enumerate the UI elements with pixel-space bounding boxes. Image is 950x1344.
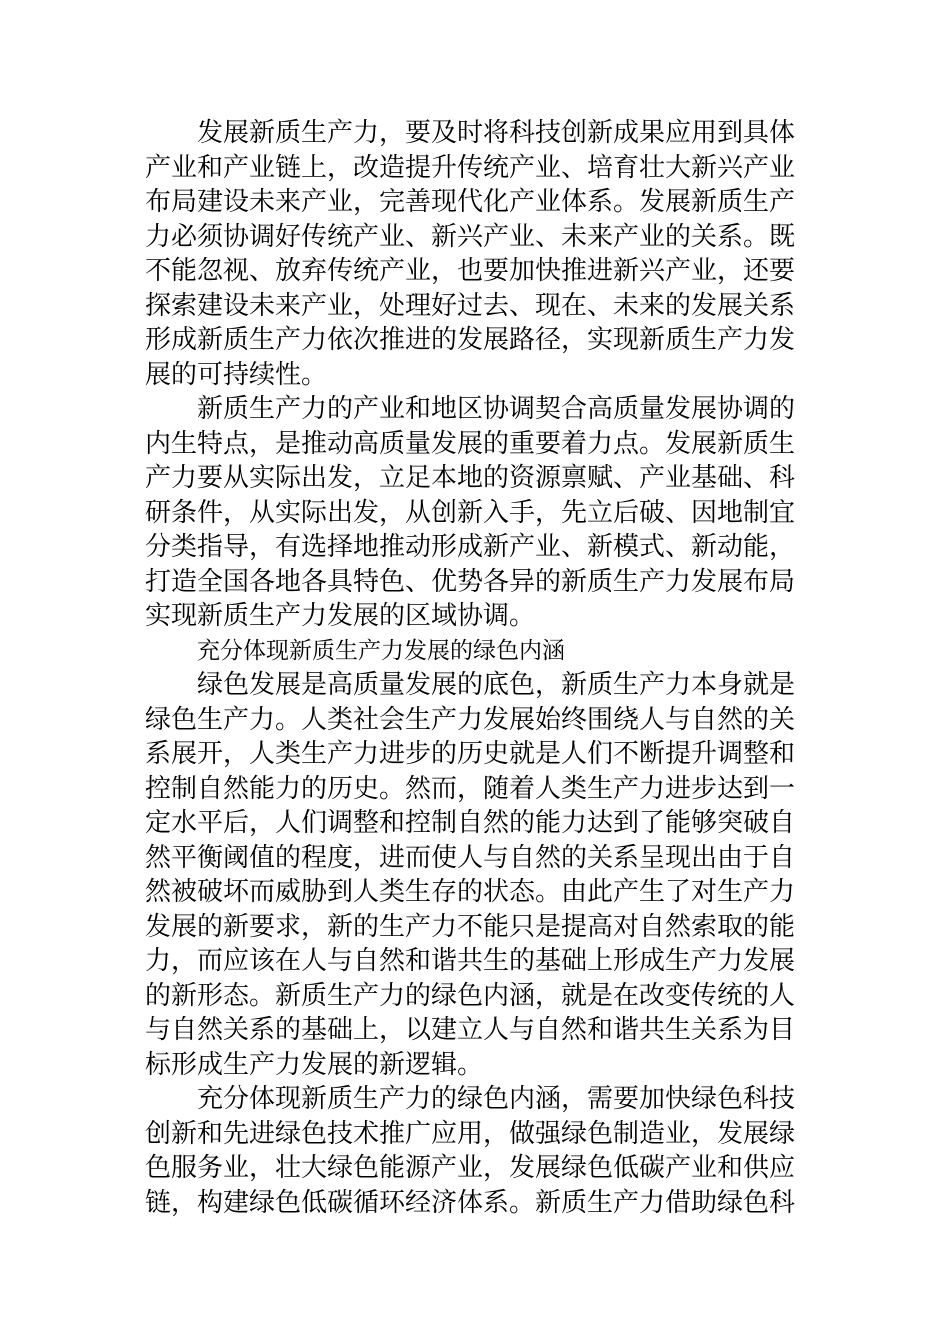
paragraph-line: 创新和先进绿色技术推广应用，做强绿色制造业，发展绿 [145, 1118, 796, 1149]
paragraph-line: 力，而应该在人与自然和谐共生的基础上形成生产力发展 [145, 946, 796, 976]
paragraph-line: 新质生产力的产业和地区协调契合高质量发展协调的 [197, 394, 796, 424]
paragraph-line: 展的可持续性。 [145, 359, 328, 390]
paragraph-line: 力必须协调好传统产业、新兴产业、未来产业的关系。既 [145, 221, 796, 252]
paragraph-line: 绿色生产力。人类社会生产力发展始终围绕人与自然的关 [145, 704, 796, 735]
paragraph-line: 发展的新要求，新的生产力不能只是提高对自然索取的能 [145, 911, 796, 942]
paragraph-line: 然被破坏而威胁到人类生存的状态。由此产生了对生产力 [145, 877, 796, 907]
paragraph-line: 分类指导，有选择地推动形成新产业、新模式、新动能， [145, 532, 796, 562]
paragraph-line: 绿色发展是高质量发展的底色，新质生产力本身就是 [197, 670, 796, 700]
paragraph-line: 充分体现新质生产力的绿色内涵，需要加快绿色科技 [197, 1084, 796, 1114]
document-body [145, 116, 810, 1220]
section-heading: 充分体现新质生产力发展的绿色内涵 [197, 637, 565, 664]
paragraph-line: 研条件，从实际出发，从创新入手，先立后破、因地制宜 [145, 497, 796, 528]
paragraph-line: 标形成生产力发展的新逻辑。 [145, 1049, 484, 1080]
paragraph-line: 内生特点，是推动高质量发展的重要着力点。发展新质生 [145, 428, 796, 459]
paragraph-line: 实现新质生产力发展的区域协调。 [145, 601, 536, 631]
paragraph-line: 形成新质生产力依次推进的发展路径，实现新质生产力发 [145, 325, 796, 355]
paragraph-line: 产力要从实际出发，立足本地的资源禀赋、产业基础、科 [145, 463, 796, 493]
paragraph-line: 的新形态。新质生产力的绿色内涵，就是在改变传统的人 [145, 980, 796, 1011]
paragraph-line: 与自然关系的基础上，以建立人与自然和谐共生关系为目 [145, 1015, 796, 1045]
paragraph-line: 布局建设未来产业，完善现代化产业体系。发展新质生产 [145, 187, 796, 217]
paragraph-line: 系展开，人类生产力进步的历史就是人们不断提升调整和 [145, 739, 796, 769]
paragraph-line: 不能忽视、放弃传统产业，也要加快推进新兴产业，还要 [145, 256, 796, 286]
paragraph-line: 链，构建绿色低碳循环经济体系。新质生产力借助绿色科 [145, 1187, 796, 1218]
paragraph-line: 探索建设未来产业，处理好过去、现在、未来的发展关系 [145, 290, 796, 321]
paragraph-line: 产业和产业链上，改造提升传统产业、培育壮大新兴产业 [145, 152, 796, 183]
paragraph-line: 控制自然能力的历史。然而，随着人类生产力进步达到一 [145, 773, 796, 804]
paragraph-line: 打造全国各地各具特色、优势各异的新质生产力发展布局 [145, 566, 796, 597]
paragraph-line: 色服务业，壮大绿色能源产业，发展绿色低碳产业和供应 [145, 1153, 796, 1183]
paragraph-line: 定水平后，人们调整和控制自然的能力达到了能够突破自 [145, 808, 796, 838]
paragraph-line: 然平衡阈值的程度，进而使人与自然的关系呈现出由于自 [145, 842, 796, 873]
paragraph-line: 发展新质生产力，要及时将科技创新成果应用到具体 [197, 118, 796, 148]
